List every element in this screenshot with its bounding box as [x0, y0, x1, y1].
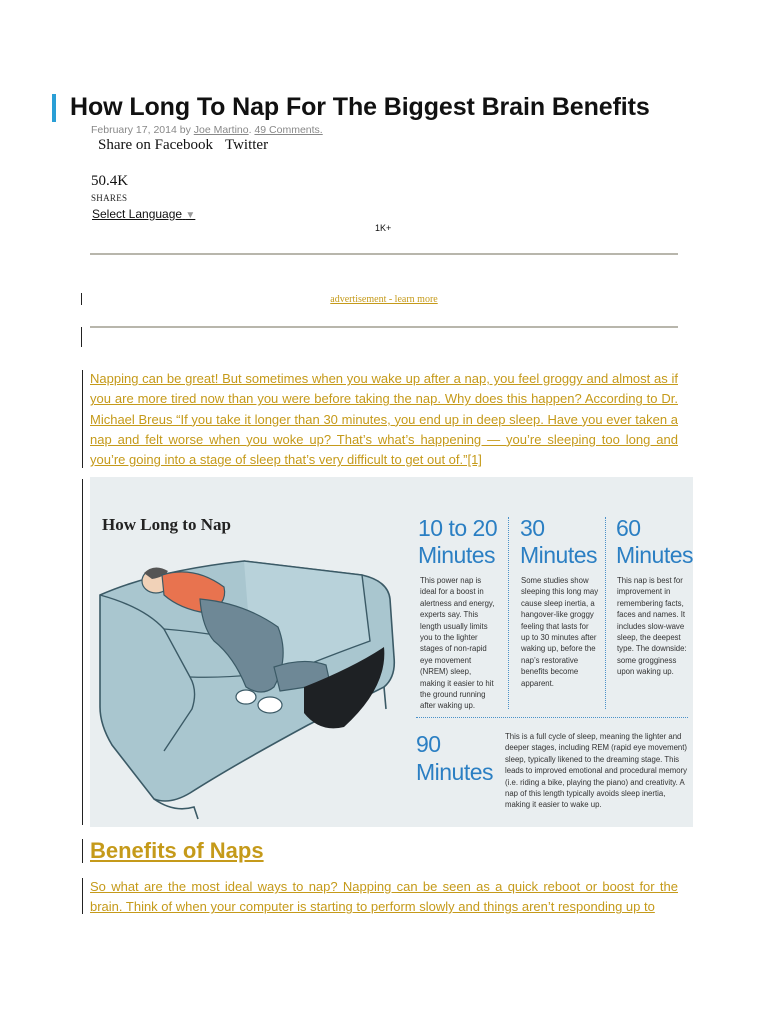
- share-count: 50.4K: [91, 173, 129, 189]
- infographic-divider-h: [416, 717, 688, 718]
- nap-30-text: Some studies show sleeping this long may cause sleep inertia, a hangover-like groggy feeling that lasts for up to 30 minutes after waking up, before the nap’s restorative benefits become apparent.: [521, 576, 599, 688]
- share-twitter-button[interactable]: Twitter: [224, 137, 269, 153]
- share-facebook-button[interactable]: Share on Facebook: [98, 137, 213, 153]
- section-paragraph[interactable]: So what are the most ideal ways to nap? Napping can be seen as a quick reboot or boost for the brain. Think of when your computer is starting to perform slowly and things aren’t responding up to: [90, 879, 678, 915]
- nap-60-text: This nap is best for improvement in remembering facts, faces and names. It includes slow-wave sleep, the deepest type. The downside: some grogginess upon waking up.: [617, 576, 687, 677]
- section-paragraph-marker: [82, 878, 83, 914]
- author-link[interactable]: Joe Martino: [193, 124, 249, 136]
- blockquote-marker: [81, 327, 82, 347]
- post-date: February 17, 2014: [91, 124, 177, 136]
- intro-paragraph[interactable]: Napping can be great! But sometimes when you wake up after a nap, you feel groggy and almost as if you are more tired now than you were before taking the nap. Why does this happen? According to Dr. Michael Breus “If you take it longer than 30 minutes, you end up in deep sleep. Have you ever taken a nap and felt worse when you woke up? That’s what’s happening — you’re sleeping too long and you’re going into a stage of sleep that’s very difficult to get out of.”[1]: [90, 371, 678, 468]
- nap-60-unit: Minutes: [616, 542, 693, 568]
- chevron-down-icon: ▼: [185, 210, 196, 221]
- comments-link[interactable]: 49 Comments.: [254, 124, 323, 136]
- nap-10-20-duration: 10 to 20: [418, 515, 498, 541]
- infographic-divider-2: [605, 517, 606, 709]
- advertisement-link[interactable]: advertisement - learn more: [330, 294, 438, 305]
- infographic-title: How Long to Nap: [102, 515, 231, 534]
- nap-60-duration: 60: [616, 515, 641, 541]
- advertisement: [0, 294, 768, 305]
- nap-10-20-text: This power nap is ideal for a boost in alertness and energy, experts say. This length usually limits you to the lighter stages of non-rapid eye movement (NREM) sleep, making it easier to hit the ground running after waking up.: [420, 576, 495, 711]
- title-accent-bar: [52, 94, 56, 122]
- section-heading[interactable]: Benefits of Naps: [90, 838, 264, 863]
- couch-illustration: [94, 537, 400, 827]
- share-count-label: SHARES: [91, 193, 128, 203]
- infographic-divider-1: [508, 517, 509, 709]
- nap-infographic: [90, 477, 693, 827]
- nap-30-unit: Minutes: [520, 542, 598, 568]
- language-select-label: Select Language: [92, 207, 183, 221]
- paragraph-marker: [82, 370, 83, 468]
- article-meta: February 17, 2014 by Joe Martino. 49 Comments.: [91, 124, 323, 136]
- byline-by: by: [179, 124, 191, 136]
- nap-90-unit: Minutes: [416, 759, 494, 785]
- language-select[interactable]: [92, 207, 195, 221]
- nap-30-duration: 30: [520, 515, 545, 541]
- share-badge: 1K+: [375, 223, 392, 233]
- page-title: How Long To Nap For The Biggest Brain Benefits: [70, 93, 650, 121]
- nap-10-20-unit: Minutes: [418, 542, 496, 568]
- divider-bottom: [90, 326, 678, 328]
- infographic-marker: [82, 479, 83, 825]
- share-links: [98, 137, 268, 154]
- divider-top: [90, 253, 678, 255]
- heading-marker: [82, 839, 83, 863]
- nap-90-duration: 90: [416, 731, 441, 757]
- nap-90-text: This is a full cycle of sleep, meaning the lighter and deeper stages, including REM (rapid eye movement) sleep, typically likened to the dreaming stage. This leads to improved emotional and procedural memory (i.e. riding a bike, playing the piano) and creativity. A nap of this length typically avoids sleep inertia, making it easier to wake up.: [505, 732, 688, 810]
